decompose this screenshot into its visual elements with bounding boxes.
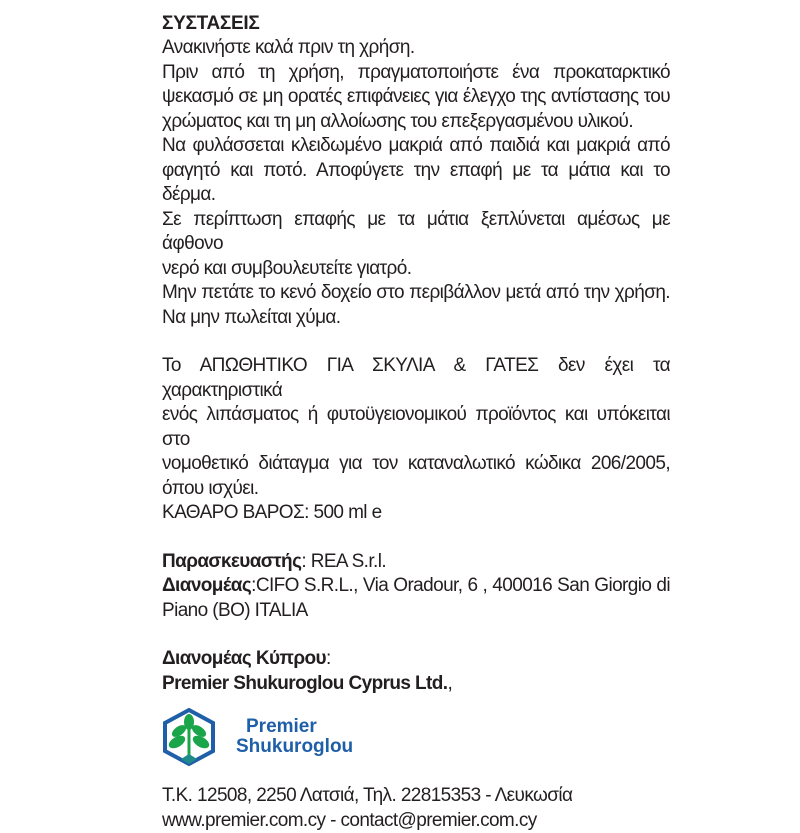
contact-web-email: www.premier.com.cy - contact@premier.com.cy <box>162 809 670 833</box>
recommendation-line: φαγητό και ποτό. Αποφύγετε την επαφή με τα μάτια και το δέρμα. <box>162 159 670 208</box>
product-label-text <box>162 12 670 833</box>
cyprus-distributor-company: Premier Shukuroglou Cyprus Ltd. <box>162 673 447 694</box>
logo-line-premier: Premier <box>246 717 353 737</box>
logo-wordmark <box>236 717 353 757</box>
recommendation-line: νερό και συμβουλευτείτε γιατρό. <box>162 257 670 282</box>
manufacturer-value: : REA S.r.l. <box>301 551 386 572</box>
recommendations-heading: ΣΥΣΤΑΣΕΙΣ <box>162 12 670 36</box>
cyprus-distributor-label: Διανομέας Κύπρου <box>162 648 326 669</box>
legal-line: όπου ισχύει. <box>162 477 670 502</box>
recommendation-line: ψεκασμό σε μη ορατές επιφάνειες για έλεγχο της αντίστασης του <box>162 85 670 110</box>
spacer <box>162 623 670 647</box>
legal-line: Το ΑΠΩΘΗΤΙΚΟ ΓΙΑ ΣΚΥΛΙΑ & ΓΑΤΕΣ δεν έχει τα χαρακτηριστικά <box>162 354 670 403</box>
recommendation-line: χρώματος και τη μη αλλοίωσης του επεξεργασμένου υλικού. <box>162 110 670 135</box>
recommendation-line: Να φυλάσσεται κλειδωμένο μακριά από παιδιά και μακριά από <box>162 134 670 159</box>
legal-line: νομοθετικό διάταγμα για τον καταναλωτικό κώδικα 206/2005, <box>162 452 670 477</box>
spacer <box>162 330 670 354</box>
recommendation-line: Σε περίπτωση επαφής με τα μάτια ξεπλύνεται αμέσως με άφθονο <box>162 208 670 257</box>
distributor-line <box>162 574 670 599</box>
manufacturer-line <box>162 550 670 575</box>
contact-address: Τ.Κ. 12508, 2250 Λατσιά, Τηλ. 22815353 - Λευκωσία <box>162 784 670 809</box>
recommendation-line: Πριν από τη χρήση, πραγματοποιήστε ένα προκαταρκτικό <box>162 61 670 86</box>
contact-block <box>162 784 670 833</box>
spacer <box>162 526 670 550</box>
net-weight: ΚΑΘΑΡΟ ΒΑΡΟΣ: 500 ml e <box>162 501 670 526</box>
recommendation-line: Ανακινήστε καλά πριν τη χρήση. <box>162 36 670 61</box>
label-colon: : <box>326 648 331 669</box>
distributor-label: Διανομέας <box>162 575 251 596</box>
recommendation-line: Να μην πωλείται χύμα. <box>162 306 670 331</box>
premier-shukuroglou-logo <box>162 706 670 768</box>
cyprus-distributor-company-line <box>162 672 670 697</box>
company-comma: , <box>447 673 452 694</box>
recommendation-line: Μην πετάτε το κενό δοχείο στο περιβάλλον μετά από την χρήση. <box>162 281 670 306</box>
distributor-value: :CIFO S.R.L., Via Oradour, 6 , 400016 San Giorgio di <box>251 575 670 596</box>
manufacturer-label: Παρασκευαστής <box>162 551 301 572</box>
logo-line-shukuroglou: Shukuroglou <box>236 737 353 757</box>
distributor-line-2: Piano (BO) ITALIA <box>162 599 670 624</box>
legal-line: ενός λιπάσματος ή φυτοϋγειονομικού προϊόντος και υπόκειται στο <box>162 403 670 452</box>
cyprus-distributor-label-line <box>162 647 670 672</box>
leaf-hexagon-icon <box>162 707 216 767</box>
